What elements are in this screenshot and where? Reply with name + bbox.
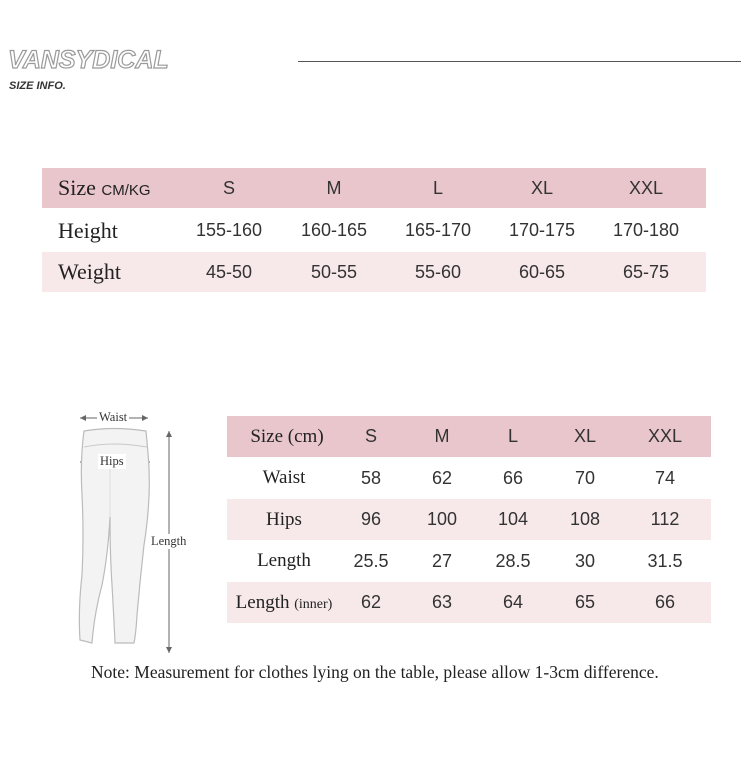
table1-size-l: L — [432, 177, 443, 198]
leggings-measurement-diagram — [70, 405, 220, 660]
waist-label: Waist — [99, 410, 128, 424]
table-cell: 100 — [426, 509, 458, 529]
table-cell: 65 — [574, 592, 596, 612]
table-cell: 62 — [431, 467, 453, 488]
length-label: Length — [151, 534, 187, 548]
row-label: Weight — [58, 259, 121, 284]
table-cell: 165-170 — [404, 220, 472, 240]
table1-header-label: Size CM/KG — [58, 175, 151, 200]
table2-row-hips — [227, 499, 711, 540]
table-cell: 27 — [431, 550, 453, 571]
table-cell: 160-165 — [300, 220, 368, 240]
table-cell: 112 — [650, 509, 680, 529]
table-cell: 74 — [654, 467, 676, 488]
table-cell: 155-160 — [195, 220, 263, 240]
table2-size-xl: XL — [573, 426, 597, 446]
measurement-note: Note: Measurement for clothes lying on the table, please allow 1-3cm difference. — [91, 662, 659, 682]
table-cell: 25.5 — [353, 550, 389, 571]
hips-label: Hips — [100, 454, 124, 468]
height-weight-table — [42, 168, 706, 292]
table-cell: 45-50 — [205, 261, 253, 282]
brand-logo: VANSYDICAL — [8, 46, 169, 74]
table2-header-row — [227, 416, 711, 457]
table1-header-row — [42, 168, 706, 208]
table2-size-l: L — [507, 426, 518, 446]
table1-row-height — [42, 210, 706, 251]
table2-row-waist — [227, 457, 711, 499]
row-label-suffix: (inner) — [294, 596, 333, 612]
table-cell: 108 — [569, 509, 601, 529]
table2-header-label: Size (cm) — [250, 425, 324, 447]
table-cell: 66 — [654, 592, 676, 612]
table-cell: 50-55 — [310, 261, 358, 282]
table-cell: 60-65 — [518, 261, 566, 282]
table1-size-xxl: XXL — [628, 177, 664, 198]
table-cell: 104 — [497, 509, 529, 529]
row-label: Hips — [266, 508, 302, 530]
table-cell: 62 — [360, 592, 382, 612]
table-cell: 58 — [360, 467, 382, 488]
table1-size-xl: XL — [530, 177, 554, 198]
leggings-illustration — [70, 405, 220, 660]
row-label: Waist — [262, 467, 306, 488]
table-cell: 70 — [574, 467, 596, 488]
row-label: Length (inner) — [235, 591, 333, 613]
table-cell: 63 — [431, 592, 453, 612]
table-cell: 28.5 — [495, 550, 531, 571]
table-cell: 66 — [502, 467, 524, 488]
table2-size-xxl: XXL — [647, 426, 683, 446]
table2-row-length — [227, 540, 711, 582]
table1-row-weight — [42, 252, 706, 292]
table2-size-s: S — [364, 426, 377, 446]
table2-size-m: M — [434, 426, 450, 446]
table-cell: 170-180 — [612, 220, 680, 240]
table-cell: 65-75 — [622, 261, 670, 282]
row-label: Height — [58, 217, 118, 243]
table-cell: 96 — [360, 509, 382, 529]
table-cell: 30 — [574, 550, 596, 571]
table1-size-s: S — [222, 177, 235, 198]
table1-size-m: M — [326, 177, 342, 198]
table2-row-length-inner — [227, 582, 711, 623]
table-cell: 64 — [502, 592, 524, 612]
size-info-subtitle: SIZE INFO. — [9, 80, 66, 92]
measurement-table — [227, 416, 711, 623]
table1-header-unit: CM/KG — [101, 182, 151, 199]
header-divider — [298, 61, 741, 62]
table-cell: 31.5 — [647, 550, 683, 571]
table-cell: 170-175 — [508, 220, 576, 240]
table-cell: 55-60 — [414, 261, 462, 282]
row-label: Length — [257, 550, 311, 571]
